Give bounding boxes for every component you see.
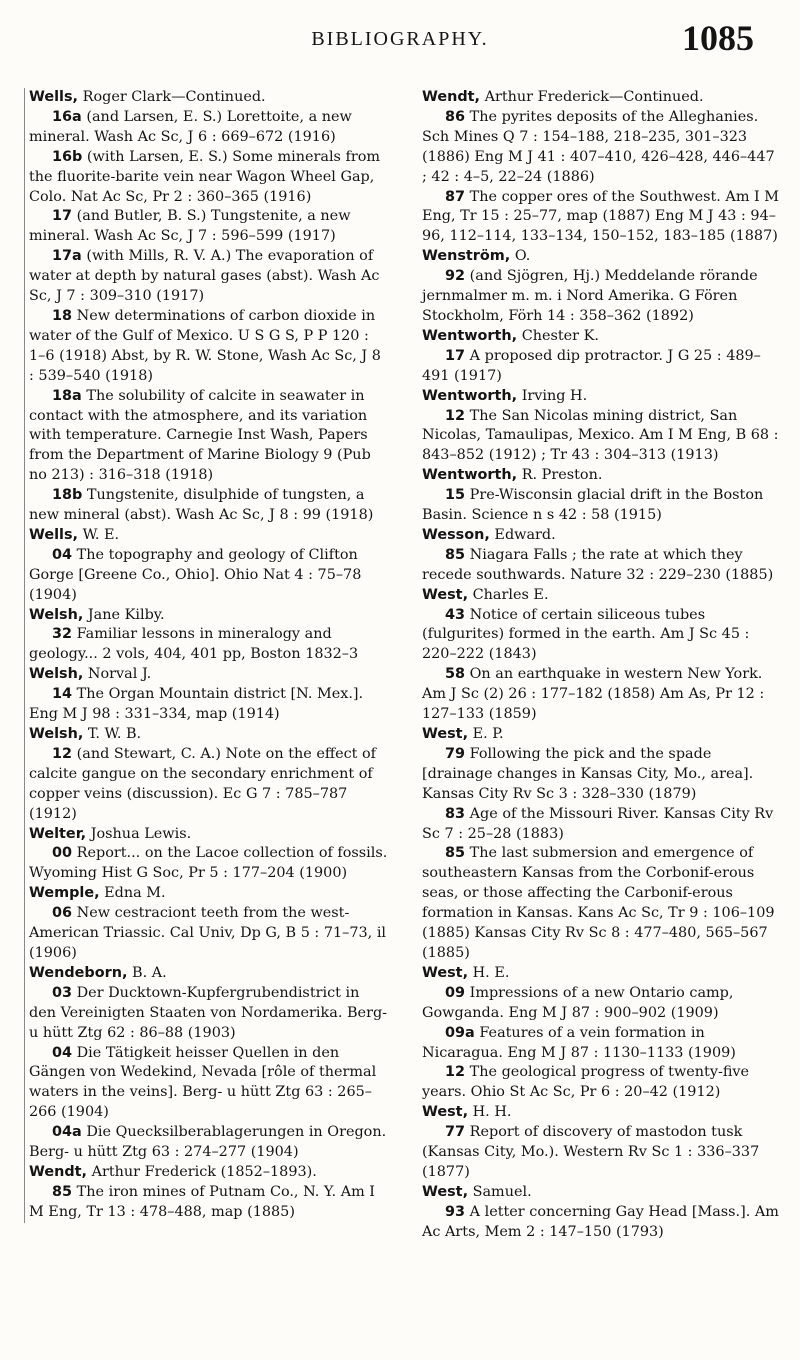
item-citation: Tungstenite, disulphide of tungsten, a new mineral (abst). Wash Ac Sc, J 8 : 99 (1918) xyxy=(29,487,374,524)
author-name: Wendt, xyxy=(29,1163,88,1180)
item-number: 12 xyxy=(52,745,73,762)
author-name: Wesson, xyxy=(422,526,490,543)
author-details: O. xyxy=(510,248,531,265)
author-heading xyxy=(29,526,389,546)
author-name: Wendt, xyxy=(422,89,481,105)
bibliography-item xyxy=(422,1203,782,1243)
author-heading xyxy=(29,964,389,984)
item-number: 85 xyxy=(52,1183,73,1200)
item-citation: The pyrites deposits of the Alleghanies. Sch Mines Q 7 : 154–188, 218–235, 301–323 (1886) Eng M J 41 : 407–410, 426–428, 446–447 ; 42 : 4–5, 22–24 (1886) xyxy=(422,108,775,185)
item-number: 85 xyxy=(445,845,466,862)
author-name: West, xyxy=(422,1104,469,1121)
bibliography-item xyxy=(422,844,782,963)
item-number: 09 xyxy=(445,984,466,1001)
item-citation: Niagara Falls ; the rate at which they recede southwards. Nature 32 : 229–230 (1885) xyxy=(422,546,774,583)
author-heading xyxy=(29,1163,389,1183)
author-details: Edward. xyxy=(489,526,556,543)
item-number: 93 xyxy=(445,1203,466,1220)
author-name: West, xyxy=(422,964,469,981)
item-citation: The copper ores of the Southwest. Am I M Eng, Tr 15 : 25–77, map (1887) Eng M J 43 : 94–96, 112–114, 133–134, 150–152, 183–185 (1887) xyxy=(422,188,780,245)
author-heading xyxy=(422,586,782,606)
bibliography-item xyxy=(29,984,389,1044)
item-number: 16a xyxy=(52,108,82,125)
item-citation: Die Quecksilberablagerungen in Oregon. Berg- u hütt Ztg 63 : 274–277 (1904) xyxy=(29,1124,387,1161)
item-number: 79 xyxy=(445,745,466,762)
item-citation: Following the pick and the spade [drainage changes in Kansas City, Mo., area]. Kansas City Rv Sc 3 : 328–330 (1879) xyxy=(422,745,754,802)
author-name: West, xyxy=(422,726,469,742)
item-citation: New cestraciont teeth from the west-American Triassic. Cal Univ, Dp G, B 5 : 71–73, il (1906) xyxy=(29,905,387,961)
item-citation: Report... on the Lacoe collection of fossils. Wyoming Hist G Soc, Pr 5 : 177–204 (1900) xyxy=(29,845,388,882)
author-heading xyxy=(422,1183,782,1203)
item-number: 17 xyxy=(445,347,466,364)
author-heading xyxy=(29,884,389,904)
author-heading xyxy=(422,1103,782,1123)
item-number: 12 xyxy=(445,1064,466,1081)
author-heading xyxy=(29,825,389,845)
item-number: 43 xyxy=(445,606,466,623)
author-heading xyxy=(422,725,782,745)
item-number: 06 xyxy=(52,905,73,922)
item-citation: Impressions of a new Ontario camp, Gowganda. Eng M J 87 : 900–902 (1909) xyxy=(422,984,734,1021)
author-details: Jane Kilby. xyxy=(83,606,165,623)
item-citation: On an earthquake in western New York. Am J Sc (2) 26 : 177–182 (1858) Am As, Pr 12 : 127–133 (1859) xyxy=(422,666,765,723)
author-details: Arthur Frederick—Continued. xyxy=(480,89,704,105)
item-number: 32 xyxy=(52,626,73,643)
author-details: Roger Clark—Continued. xyxy=(78,89,266,105)
author-details: B. A. xyxy=(127,964,167,981)
bibliography-item xyxy=(422,1063,782,1103)
author-name: Welsh, xyxy=(29,726,84,742)
item-citation: Age of the Missouri River. Kansas City Rv Sc 7 : 25–28 (1883) xyxy=(422,805,774,842)
bibliography-item xyxy=(29,387,389,487)
bibliography-item xyxy=(29,1123,389,1163)
author-heading xyxy=(422,466,782,486)
bibliography-item xyxy=(29,1044,389,1124)
author-name: Wemple, xyxy=(29,885,100,902)
author-details: Joshua Lewis. xyxy=(86,825,192,842)
bibliography-item xyxy=(29,207,389,247)
bibliography-item xyxy=(29,625,389,665)
author-heading xyxy=(29,88,389,108)
bibliography-item xyxy=(29,247,389,307)
running-title: BIBLIOGRAPHY. xyxy=(311,28,489,50)
author-name: West, xyxy=(422,1183,469,1200)
bibliography-item xyxy=(29,1183,389,1223)
author-heading xyxy=(422,526,782,546)
item-citation: (and Larsen, E. S.) Lorettoite, a new mineral. Wash Ac Sc, J 6 : 669–672 (1916) xyxy=(29,108,352,145)
author-details: Norval J. xyxy=(83,666,152,683)
bibliography-item xyxy=(422,665,782,725)
bibliography-item xyxy=(29,904,389,964)
bibliography-item xyxy=(422,805,782,845)
item-number: 18a xyxy=(52,387,82,404)
item-citation: (and Butler, B. S.) Tungstenite, a new mineral. Wash Ac Sc, J 7 : 596–599 (1917) xyxy=(29,208,351,245)
author-name: West, xyxy=(422,586,469,603)
item-number: 04 xyxy=(52,546,73,563)
item-citation: The topography and geology of Clifton Gorge [Greene Co., Ohio]. Ohio Nat 4 : 75–78 (1904) xyxy=(29,546,362,603)
item-number: 86 xyxy=(445,108,466,125)
author-name: Wentworth, xyxy=(422,327,518,344)
item-citation: (with Mills, R. V. A.) The evaporation of water at depth by natural gases (abst). Wash Ac Sc, J 7 : 309–310 (1917) xyxy=(29,248,380,305)
item-citation: Der Ducktown-Kupfergrubendistrict in den Vereinigten Staaten von Nordamerika. Berg- u hütt Ztg 62 : 86–88 (1903) xyxy=(29,984,388,1041)
author-name: Wells, xyxy=(29,526,79,543)
item-citation: The last submersion and emergence of southeastern Kansas from the Corbonif-erous seas, or those affecting the Carbonif-erous formation in Kansas. Kans Ac Sc, Tr 9 : 106–109 (1885) Kansas City Rv Sc 8 : 477–480, 565–567 (1885) xyxy=(422,845,775,961)
author-heading xyxy=(422,88,782,108)
item-number: 00 xyxy=(52,845,73,862)
page-number: 1085 xyxy=(682,18,754,58)
item-citation: Features of a vein formation in Nicaragua. Eng M J 87 : 1130–1133 (1909) xyxy=(422,1024,736,1061)
item-citation: The Organ Mountain district [N. Mex.]. Eng M J 98 : 331–334, map (1914) xyxy=(29,686,364,723)
item-citation: The solubility of calcite in seawater in contact with the atmosphere, and its variation with temperature. Carnegie Inst Wash, Papers from the Department of Marine Biology 9 (Pub no 213) : 316–318 (1918) xyxy=(29,387,371,484)
item-number: 14 xyxy=(52,686,73,703)
bibliography-item xyxy=(422,347,782,387)
item-number: 85 xyxy=(445,546,466,563)
item-number: 16b xyxy=(52,148,83,165)
item-citation: New determinations of carbon dioxide in water of the Gulf of Mexico. U S G S, P P 120 : 1–6 (1918) Abst, by R. W. Stone, Wash Ac Sc, J 8 : 539–540 (1918) xyxy=(29,307,381,384)
bibliography-item xyxy=(422,606,782,666)
bibliography-item xyxy=(422,745,782,805)
bibliography-item xyxy=(422,1024,782,1064)
item-number: 58 xyxy=(445,666,466,683)
item-number: 12 xyxy=(445,407,466,424)
item-citation: Pre-Wisconsin glacial drift in the Boston Basin. Science n s 42 : 58 (1915) xyxy=(422,487,764,524)
bibliography-item xyxy=(29,148,389,208)
item-number: 04 xyxy=(52,1044,73,1061)
author-details: T. W. B. xyxy=(83,726,142,742)
author-details: Irving H. xyxy=(517,387,588,404)
item-citation: (and Sjögren, Hj.) Meddelande rörande jernmalmer m. m. i Nord Amerika. G Fören Stockholm, Förh 14 : 358–362 (1892) xyxy=(422,268,758,324)
bibliography-item xyxy=(29,307,389,387)
bibliography-item xyxy=(422,486,782,526)
item-number: 18b xyxy=(52,487,83,504)
item-citation: Report of discovery of mastodon tusk (Kansas City, Mo.). Western Rv Sc 1 : 336–337 (1877) xyxy=(422,1124,760,1180)
author-name: Wentworth, xyxy=(422,467,518,484)
bibliography-item xyxy=(422,407,782,467)
bibliography-item xyxy=(422,546,782,586)
author-heading xyxy=(29,725,389,745)
author-details: Chester K. xyxy=(517,327,599,344)
author-heading xyxy=(422,327,782,347)
author-heading xyxy=(422,387,782,407)
item-citation: (and Stewart, C. A.) Note on the effect of calcite gangue on the secondary enrichment of copper veins (discussion). Ec G 7 : 785–787 (1912) xyxy=(29,745,376,822)
item-citation: A proposed dip protractor. J G 25 : 489–491 (1917) xyxy=(422,347,761,384)
right-column xyxy=(422,88,782,1243)
item-citation: The San Nicolas mining district, San Nicolas, Tamaulipas, Mexico. Am I M Eng, B 68 : 843–852 (1912) ; Tr 43 : 304–313 (1913) xyxy=(422,407,779,464)
author-name: Wells, xyxy=(29,89,79,105)
author-heading xyxy=(422,247,782,267)
item-number: 03 xyxy=(52,984,73,1001)
bibliography-item xyxy=(29,546,389,606)
author-heading xyxy=(29,606,389,626)
bibliography-item xyxy=(29,685,389,725)
item-citation: The iron mines of Putnam Co., N. Y. Am I M Eng, Tr 13 : 478–488, map (1885) xyxy=(29,1183,375,1220)
item-citation: Familiar lessons in mineralogy and geology... 2 vols, 404, 401 pp, Boston 1832–3 xyxy=(29,626,359,663)
left-column xyxy=(24,88,389,1223)
author-details: R. Preston. xyxy=(517,467,603,484)
item-number: 15 xyxy=(445,487,466,504)
author-details: E. P. xyxy=(468,726,504,742)
item-number: 17 xyxy=(52,208,73,225)
item-number: 92 xyxy=(445,268,466,285)
item-number: 87 xyxy=(445,188,466,205)
bibliography-item xyxy=(29,745,389,825)
author-details: H. E. xyxy=(468,964,510,981)
author-name: Welsh, xyxy=(29,606,84,623)
bibliography-item xyxy=(422,1123,782,1183)
author-details: Samuel. xyxy=(468,1183,532,1200)
author-details: W. E. xyxy=(78,526,120,543)
item-number: 83 xyxy=(445,805,466,822)
author-details: Edna M. xyxy=(99,885,166,902)
author-name: Welsh, xyxy=(29,666,84,683)
bibliography-item xyxy=(29,108,389,148)
item-citation: A letter concerning Gay Head [Mass.]. Am Ac Arts, Mem 2 : 147–150 (1793) xyxy=(422,1203,779,1240)
author-name: Wenström, xyxy=(422,248,511,265)
bibliography-item xyxy=(29,486,389,526)
bibliography-item xyxy=(29,844,389,884)
author-details: H. H. xyxy=(468,1104,512,1121)
item-citation: Die Tätigkeit heisser Quellen in den Gängen von Wedekind, Nevada [rôle of thermal waters in the veins]. Berg- u hütt Ztg 63 : 265–266 (1904) xyxy=(29,1044,377,1121)
author-heading xyxy=(422,964,782,984)
author-details: Arthur Frederick (1852–1893). xyxy=(87,1163,317,1180)
item-citation: (with Larsen, E. S.) Some minerals from the fluorite-barite vein near Wagon Wheel Gap, Colo. Nat Ac Sc, Pr 2 : 360–365 (1916) xyxy=(29,148,381,205)
bibliography-item xyxy=(422,188,782,248)
author-name: Welter, xyxy=(29,825,87,842)
item-citation: Notice of certain siliceous tubes (fulgurites) formed in the earth. Am J Sc 45 : 220–222 (1843) xyxy=(422,606,750,663)
author-name: Wendeborn, xyxy=(29,964,128,981)
bibliography-item xyxy=(422,267,782,327)
item-number: 18 xyxy=(52,307,73,324)
bibliography-item xyxy=(422,108,782,188)
author-name: Wentworth, xyxy=(422,387,518,404)
item-number: 09a xyxy=(445,1024,475,1041)
bibliography-item xyxy=(422,984,782,1024)
author-details: Charles E. xyxy=(468,586,549,603)
item-number: 17a xyxy=(52,248,82,265)
author-heading xyxy=(29,665,389,685)
item-citation: The geological progress of twenty-five years. Ohio St Ac Sc, Pr 6 : 20–42 (1912) xyxy=(422,1064,750,1101)
item-number: 04a xyxy=(52,1124,82,1141)
page-header xyxy=(0,10,800,60)
item-number: 77 xyxy=(445,1124,466,1141)
